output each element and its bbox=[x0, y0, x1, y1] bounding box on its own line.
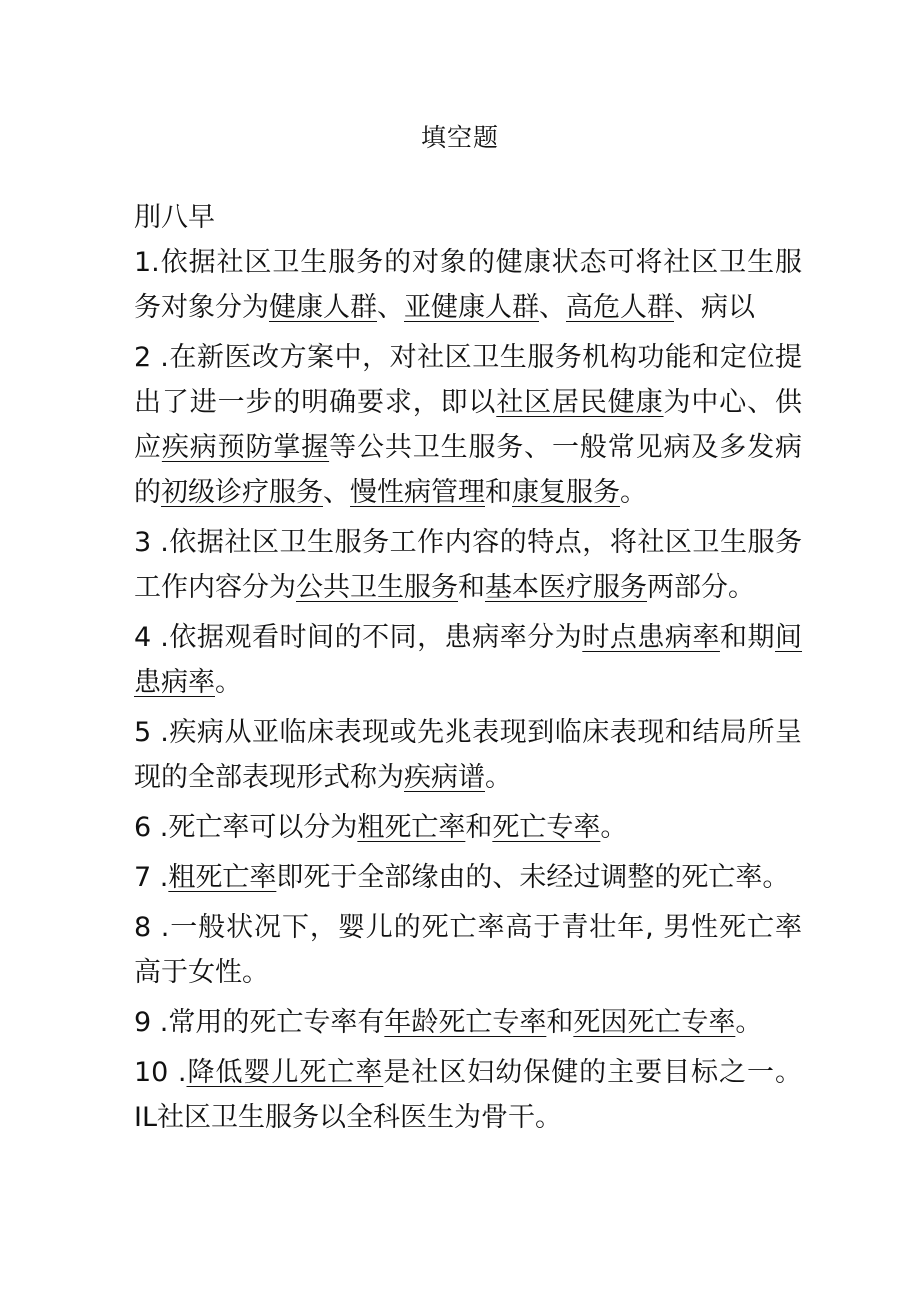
answer-blank: 高危人群 bbox=[566, 292, 674, 323]
answer-blank: 粗死亡率 bbox=[168, 862, 277, 893]
question-text: 等公共卫生服务、一般常见病及多发病的 bbox=[134, 432, 803, 508]
answer-blank: 粗死亡率 bbox=[357, 812, 466, 843]
answer-blank: 公共卫生服务 bbox=[296, 572, 458, 603]
question-text: 。 bbox=[215, 667, 242, 698]
question-text: 。 bbox=[620, 477, 647, 508]
question-number: 3 . bbox=[134, 527, 169, 558]
question-text: 为中心、供应 bbox=[134, 387, 803, 463]
question-text: 。 bbox=[735, 1007, 763, 1038]
chapter-heading: 刖八早 bbox=[134, 202, 215, 233]
document-body bbox=[134, 195, 802, 1140]
question-number: 2 . bbox=[134, 342, 169, 373]
question-item bbox=[134, 710, 802, 800]
question-item bbox=[134, 615, 802, 705]
question-text: 常用的死亡专率有 bbox=[168, 1007, 385, 1038]
question-number: 10 . bbox=[134, 1057, 187, 1088]
question-text: 依据社区卫生服务的对象的健康状态可将社区卫生服务对象分为 bbox=[134, 247, 802, 323]
question-item bbox=[134, 240, 802, 330]
question-number: 9 . bbox=[134, 1007, 169, 1038]
answer-blank: 死因死亡专率 bbox=[573, 1007, 736, 1038]
question-text: 死亡率可以分为 bbox=[168, 812, 358, 843]
question-item bbox=[134, 905, 802, 995]
answer-blank: 健康人群 bbox=[269, 292, 377, 323]
question-text: 依据观看时间的不同，患病率分为 bbox=[168, 622, 583, 653]
answer-blank: 慢性病管理 bbox=[350, 477, 485, 508]
question-text: 和期 bbox=[719, 622, 776, 653]
answer-blank: 间患病率 bbox=[134, 622, 803, 698]
question-number: 6 . bbox=[134, 812, 169, 843]
answer-blank: 疾病预防掌握 bbox=[161, 432, 330, 463]
question-text: 在新医改方案中，对社区卫生服务机构功能和定位提出了进一步的明确要求，即以 bbox=[134, 342, 803, 418]
question-item bbox=[134, 805, 802, 850]
answer-blank: 降低婴儿死亡率 bbox=[186, 1057, 384, 1088]
question-item bbox=[134, 1000, 802, 1045]
question-number: 4 . bbox=[134, 622, 169, 653]
question-text: 一般状况下，婴儿的死亡率高于青壮年, 男性死亡率高于女性。 bbox=[134, 912, 802, 988]
question-item bbox=[134, 1050, 802, 1140]
question-text: 和 bbox=[546, 1007, 574, 1038]
question-text: 依据社区卫生服务工作内容的特点，将社区卫生服务工作内容分为 bbox=[134, 527, 803, 603]
question-text: 和 bbox=[458, 572, 485, 603]
question-text: 疾病从亚临床表现或先兆表现到临床表现和结局所呈现的全部表现形式称为 bbox=[134, 717, 803, 793]
answer-blank: 死亡专率 bbox=[492, 812, 601, 843]
question-text: 和 bbox=[485, 477, 512, 508]
answer-blank: 疾病谱 bbox=[404, 762, 485, 793]
question-text: 、病以 bbox=[674, 292, 755, 323]
question-text: 、 bbox=[377, 292, 404, 323]
question-text: 和 bbox=[465, 812, 493, 843]
question-number: 5 . bbox=[134, 717, 169, 748]
answer-blank: 年龄死亡专率 bbox=[384, 1007, 547, 1038]
question-text: 两部分。 bbox=[647, 572, 755, 603]
answer-blank: 初级诊疗服务 bbox=[161, 477, 323, 508]
question-text: 、 bbox=[323, 477, 350, 508]
question-text: 即死于全部缘由的、未经过调整的死亡率。 bbox=[276, 862, 790, 893]
answer-blank: 社区居民健康 bbox=[496, 387, 664, 418]
answer-blank: 康复服务 bbox=[512, 477, 620, 508]
question-number: 1. bbox=[134, 247, 160, 278]
question-item bbox=[134, 520, 802, 610]
question-number: 7 . bbox=[134, 862, 169, 893]
question-text: 是社区妇幼保健的主要目标之一。IL社区卫生服务以全科医生为骨干。 bbox=[134, 1057, 803, 1133]
answer-blank: 亚健康人群 bbox=[404, 292, 539, 323]
answer-blank: 基本医疗服务 bbox=[485, 572, 647, 603]
question-text: 。 bbox=[485, 762, 512, 793]
page-title: 填空题 bbox=[420, 123, 499, 152]
question-item bbox=[134, 855, 802, 900]
answer-blank: 时点患病率 bbox=[582, 622, 720, 653]
question-item bbox=[134, 335, 802, 515]
question-text: 、 bbox=[539, 292, 566, 323]
question-text: 。 bbox=[600, 812, 628, 843]
question-number: 8 . bbox=[134, 912, 170, 943]
